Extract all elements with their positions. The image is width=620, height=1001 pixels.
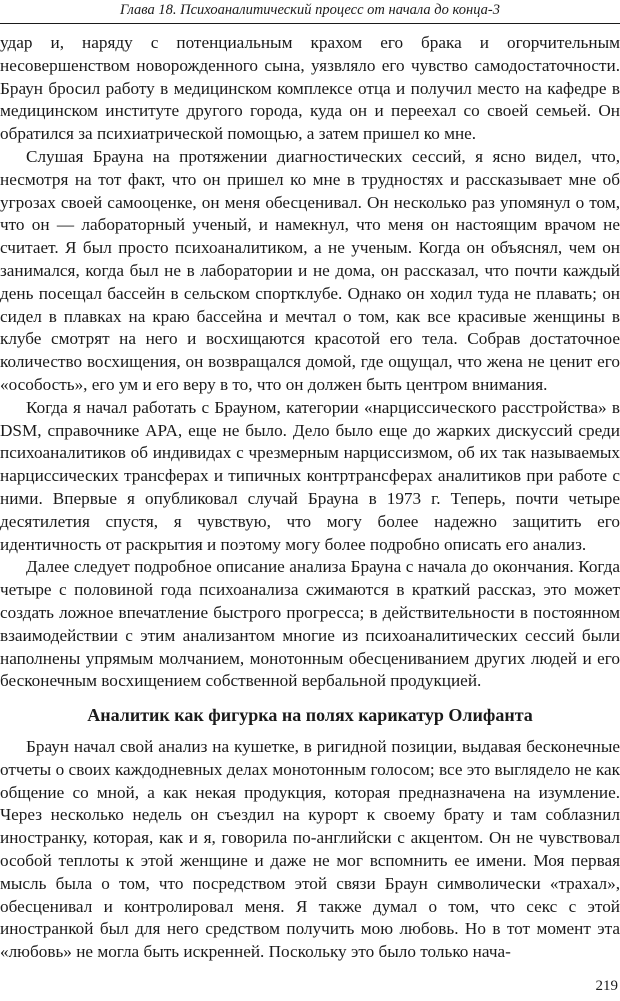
page-number: 219: [595, 978, 618, 994]
paragraph-3: Когда я начал работать с Брауном, категории «нарциссического расстройства» в DSM, справочнике APA, еще не было. Дело было еще до жарких дискуссий среди психоаналитиков об индивидах с чрезмерным нарциссизмом, об их так называемых нарциссических трансферах и типичных контртрансферах аналитиков при работе с ними. Впервые я опубликовал случай Брауна в 1973 г. Теперь, почти четыре десятилетия спустя, я чувствую, что могу более надежно защитить его идентичность от раскрытия и поэтому могу более подробно описать его анализ.: [0, 397, 620, 554]
paragraph-4: Далее следует подробное описание анализа Брауна с начала до окончания. Когда четыре с половиной года психоанализа сжимаются в краткий рассказ, это может создать ложное впечатление быстрого прогресса; в действительности в постоянном взаимодействии с этим анализантом многие из психоаналитических сессий были наполнены упрямым молчанием, монотонным обесцениванием других людей и его бесконечным восхищением собственной вербальной продукцией.: [0, 557, 620, 691]
paragraph-1: удар и, наряду с потенциальным крахом его брака и огорчительным несовершенством новорожденного сына, уязвляло его чувство самодостаточности. Браун бросил работу в медицинском комплексе отца и получил место на кафедре в медицинском институте другого города, куда он и переехал со своей семьей. Он обратился за психиатрической помощью, а затем пришел ко мне.: [0, 33, 620, 144]
section-heading: Аналитик как фигурка на полях карикатур Олифанта: [87, 705, 533, 725]
running-head: Глава 18. Психоаналитический процесс от начала до конца-3: [120, 2, 500, 18]
section-paragraph-1: Браун начал свой анализ на кушетке, в ригидной позиции, выдавая бесконечные отчеты о своих каждодневных делах монотонным голосом; все это выглядело не как общение со мной, а как некая продукция, которая предназначена на изумление. Через несколько недель он съездил на курорт к своему брату и там соблазнил иностранку, которая, как и я, говорила по-английски с акцентом. Он не чувствовал особой теплоты к этой женщине и даже не мог вспомнить ее имени. Моя первая мысль была о том, что посредством этой связи Браун символически «трахал», обесценивал и контролировал меня. Я также думал о том, что секс с этой иностранкой был для него средством получить мою любовь. Но в тот момент эта «любовь» не могла быть искренней. Поскольку это было только нача-: [0, 737, 620, 962]
section-text: [0, 736, 620, 964]
header-rule: [0, 23, 620, 24]
main-text: [0, 32, 620, 693]
paragraph-2: Слушая Брауна на протяжении диагностических сессий, я ясно видел, что, несмотря на тот факт, что он пришел ко мне в трудностях и рассказывает мне об угрозах своей самооценке, он меня обесценивал. Он несколько раз упомянул о том, что он — лабораторный ученый, и намекнул, что меня он настоящим врачом не считает. Я был просто психоаналитиком, а не ученым. Когда он объяснял, чем он занимался, когда был не в лаборатории и не дома, он рассказал, что почти каждый день посещал бассейн в сельском спортклубе. Однако он ходил туда не плавать; он сидел в плавках на краю бассейна и мечтал о том, как все красивые женщины в клубе смотрят на него и восхищаются красотой его тела. Собрав достаточное количество восхищения, он возвращался домой, где ощущал, что жена не ценит его «особость», его ум и его веру в то, что он должен быть центром внимания.: [0, 146, 620, 394]
